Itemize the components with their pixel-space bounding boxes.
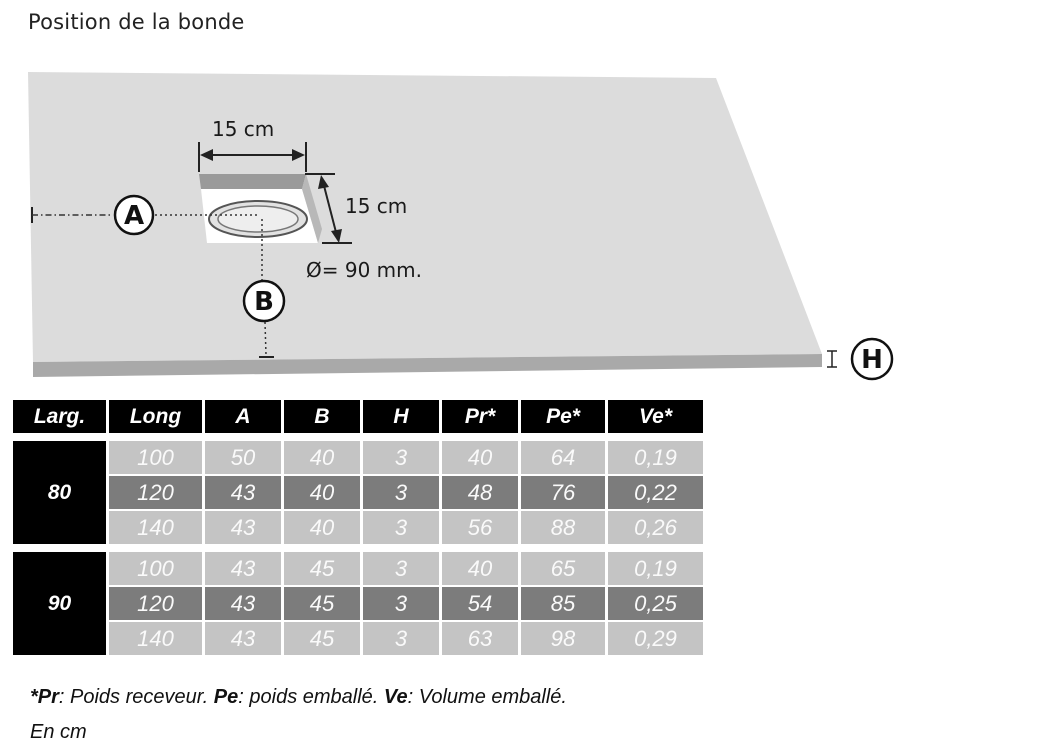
table-cell: 40 bbox=[284, 476, 360, 509]
table-cell: 140 bbox=[109, 622, 202, 655]
pr-abbreviation: *Pr bbox=[30, 686, 59, 708]
table-row bbox=[13, 552, 703, 585]
header-h: H bbox=[363, 400, 439, 433]
table-cell: 3 bbox=[363, 552, 439, 585]
table-cell: 120 bbox=[109, 476, 202, 509]
group-width-cell: 90 bbox=[13, 552, 106, 655]
table-cell: 45 bbox=[284, 587, 360, 620]
table-row bbox=[13, 441, 703, 474]
table-cell: 63 bbox=[442, 622, 518, 655]
header-pr: Pr* bbox=[442, 400, 518, 433]
legend-line bbox=[30, 680, 567, 715]
table-cell: 0,19 bbox=[608, 441, 703, 474]
header-length: Long bbox=[109, 400, 202, 433]
table-cell: 0,29 bbox=[608, 622, 703, 655]
table-cell: 0,25 bbox=[608, 587, 703, 620]
table-cell: 43 bbox=[205, 476, 281, 509]
table-row bbox=[13, 511, 703, 544]
table-cell: 40 bbox=[442, 552, 518, 585]
table-cell: 0,19 bbox=[608, 552, 703, 585]
diameter-label: Ø= 90 mm. bbox=[306, 258, 422, 282]
header-b: B bbox=[284, 400, 360, 433]
table-cell: 120 bbox=[109, 587, 202, 620]
table-row bbox=[13, 622, 703, 655]
ve-description: : Volume emballé. bbox=[407, 686, 567, 708]
table-cell: 3 bbox=[363, 476, 439, 509]
ve-abbreviation: Ve bbox=[383, 686, 408, 708]
header-pe: Pe* bbox=[521, 400, 605, 433]
table-row bbox=[13, 476, 703, 509]
table-cell: 88 bbox=[521, 511, 605, 544]
table-cell: 3 bbox=[363, 511, 439, 544]
unit-note: En cm bbox=[30, 721, 87, 743]
table-cell: 100 bbox=[109, 552, 202, 585]
group-width-cell: 80 bbox=[13, 441, 106, 544]
marker-a-label: A bbox=[123, 201, 145, 231]
table-cell: 0,22 bbox=[608, 476, 703, 509]
drain-inner-ring bbox=[218, 206, 298, 232]
table-cell: 100 bbox=[109, 441, 202, 474]
pr-description: : Poids receveur. bbox=[58, 686, 214, 708]
pe-abbreviation: Pe bbox=[213, 686, 239, 708]
table-cell: 40 bbox=[284, 441, 360, 474]
table-cell: 45 bbox=[284, 622, 360, 655]
table-cell: 98 bbox=[521, 622, 605, 655]
table-cell: 54 bbox=[442, 587, 518, 620]
table-row bbox=[13, 587, 703, 620]
table-cell: 43 bbox=[205, 552, 281, 585]
table-cell: 65 bbox=[521, 552, 605, 585]
width-label: 15 cm bbox=[212, 117, 275, 141]
table-cell: 3 bbox=[363, 441, 439, 474]
table-cell: 64 bbox=[521, 441, 605, 474]
table-cell: 56 bbox=[442, 511, 518, 544]
header-a: A bbox=[205, 400, 281, 433]
table-cell: 40 bbox=[284, 511, 360, 544]
dimensions-table bbox=[10, 398, 706, 657]
drain-recess-edge bbox=[199, 174, 306, 189]
table-cell: 43 bbox=[205, 587, 281, 620]
marker-h-label: H bbox=[861, 345, 883, 375]
table-cell: 140 bbox=[109, 511, 202, 544]
table-cell: 85 bbox=[521, 587, 605, 620]
table-cell: 48 bbox=[442, 476, 518, 509]
table-cell: 50 bbox=[205, 441, 281, 474]
depth-label: 15 cm bbox=[345, 194, 408, 218]
page-title: Position de la bonde bbox=[28, 10, 245, 34]
table-cell: 76 bbox=[521, 476, 605, 509]
table-header-row bbox=[13, 400, 703, 433]
marker-b-label: B bbox=[254, 287, 274, 317]
table-cell: 3 bbox=[363, 622, 439, 655]
table-cell: 43 bbox=[205, 622, 281, 655]
table-cell: 45 bbox=[284, 552, 360, 585]
header-width: Larg. bbox=[13, 400, 106, 433]
table-cell: 3 bbox=[363, 587, 439, 620]
table-cell: 40 bbox=[442, 441, 518, 474]
table-cell: 0,26 bbox=[608, 511, 703, 544]
table-notes bbox=[30, 680, 567, 750]
pe-description: : poids emballé. bbox=[238, 686, 384, 708]
header-ve: Ve* bbox=[608, 400, 703, 433]
table-cell: 43 bbox=[205, 511, 281, 544]
